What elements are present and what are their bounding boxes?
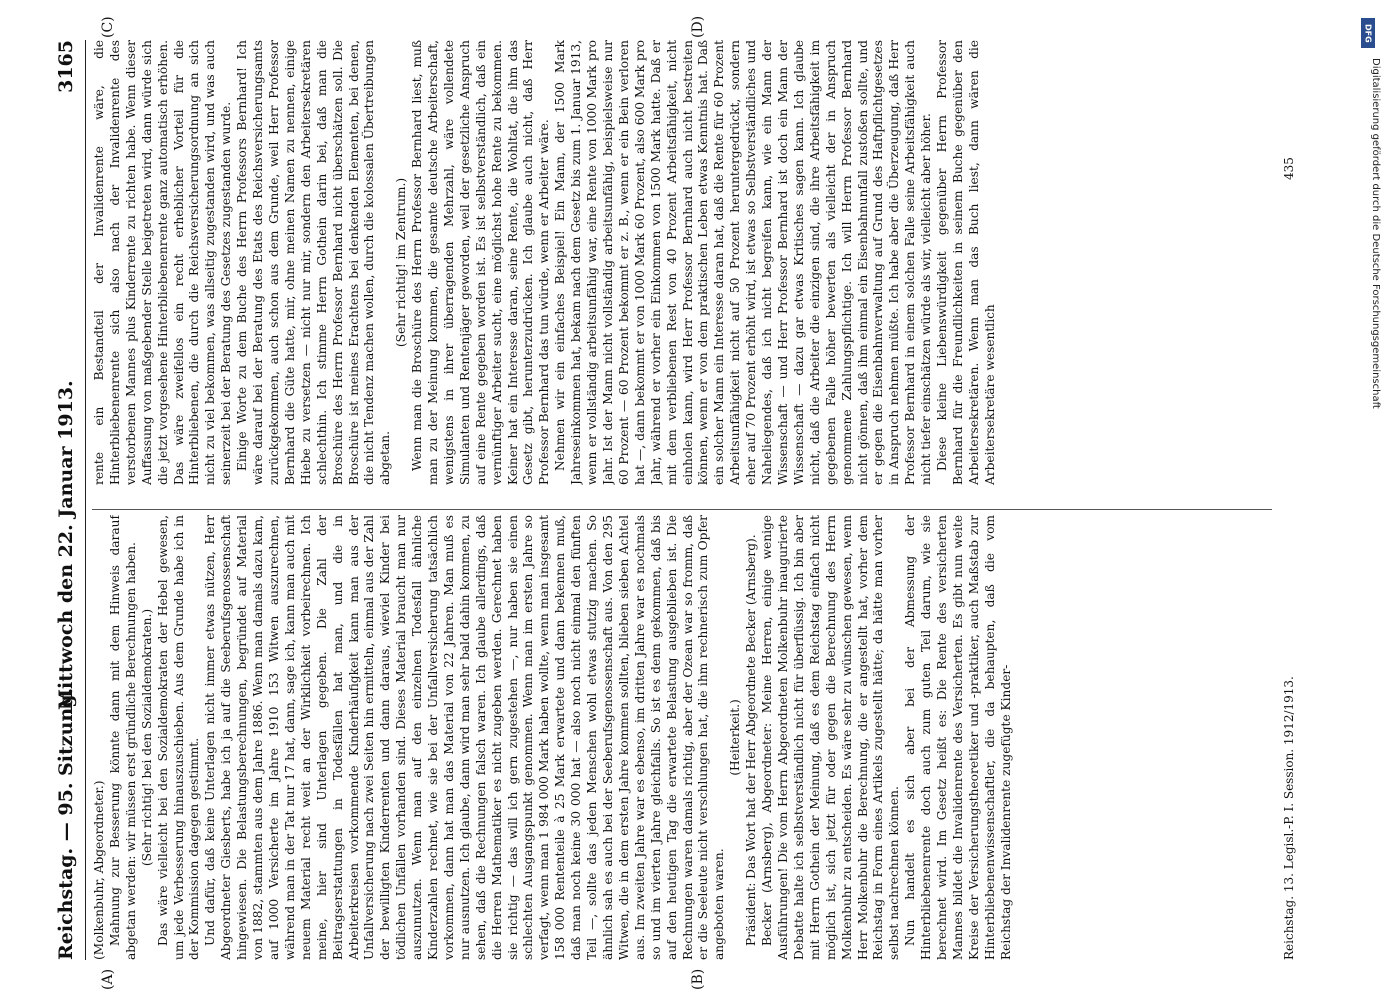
margin-mark-a: (A) [100, 968, 116, 990]
right-column [92, 40, 1272, 485]
digitization-note: Digitalisierung gefördert durch die Deutsche Forschungsgemeinschaft [1370, 58, 1381, 409]
left-column [92, 515, 1272, 960]
margin-mark-d: (D) [690, 15, 706, 38]
paragraph: Becker (Arnsberg), Abgeordneter: Meine Herren, einige wenige Ausführungen! Die vom Herrn Abgeordneten Molkenbuhr inaugurierte Debatte halte ich selbstverständlich nicht für überflüssig. Ich bin aber mit Herrn Gothein der Meinung, daß es dem Reichstag einfach nicht möglich ist, sich jetzt für oder gegen die Berechnung des Herrn Molkenbuhr zu entscheiden. Es wäre sehr zu wünschen gewesen, wenn Herr Molkenbuhr die Berechnung, die er angestellt hat, vorher dem Reichstag in Form eines Artikels zugestellt hätte; da hätte man vorher selbst nachrechnen können. [760, 515, 902, 960]
page-number: 3165 [55, 40, 77, 93]
paragraph: Nun handelt es sich aber bei der Abmessung der Hinterbliebenenrente doch auch zum guten Teil darum, wie sie berechnet wird. Im Gesetz heißt es: Die Rente des versicherten Mannes bildet die Invalidenrente des Versicherten. Es gibt nun weite Kreise der Versicherungstheoretiker und -praktiker, auch Maßstab zur Hinterbliebenenwissenschaftler, die da behaupten, daß die vom Reichstag der Invalidenrente zugefügte Kinder- [903, 515, 1013, 960]
digitization-strip [1359, 10, 1379, 1000]
header-title: Reichstag. — 95. Sitzung. [55, 687, 77, 960]
paragraph: Nehmen wir ein einfaches Beispiel! Ein Mann, der 1500 Mark Jahreseinkommen hat, bekam nach dem Gesetz bis zum 1. Januar 1913, wenn er vollständig arbeitsunfähig war, eine Rente von 1000 Mark pro Jahr. Ist der Mann nicht vollständig arbeitsunfähig, beispielsweise nur 60 Prozent — 60 Prozent bekommt er z. B., wenn er ein Bein verloren hat —, dann bekommt er von 1000 Mark 60 Prozent, also 600 Mark pro Jahr, während er vorher ein Einkommen von 1500 Mark hatte. Daß er mit dem verbliebenen Rest von 40 Prozent Arbeitsfähigkeit, nicht einholen kann, wird Herr Professor Bernhard auch nicht bestreiten können, wenn er von dem praktischen Leben etwas Kenntnis hat. Daß ein solcher Mann ein Interesse daran hat, daß die Rente für 60 Prozent Arbeitsunfähigkeit nicht auf 50 Prozent heruntergedrückt, sondern eher auf 70 Prozent erhöht wird, ist etwas so Selbstverständliches und Naheliegendes, daß ich nicht begreifen kann, wie ein Mann der Wissenschaft — und Herr Professor Bernhard ist doch ein Mann der Wissenschaft — dazu gar etwas Kritisches sagen kann. Ich glaube nicht, daß die Arbeiter die einzigen sind, die ihre Arbeitsfähigkeit im gegebenen Falle höher bewerten als vielleicht der in Anspruch genommene Zahlungspflichtige. Ich will Herrn Professor Bernhard nicht gönnen, daß ihm einmal ein Eisenbahnunfall zustoßen sollte, und er gegen die Eisenbahnverwaltung auf Grund des Haftpflichtgesetzes in Anspruch nehmen müßte. Ich habe aber die Überzeugung, daß Herr Professor Bernhard in einem solchen Falle seine Arbeitsfähigkeit auch nicht tiefer einschätzen würde als wir, vielleicht aber höher. [553, 40, 934, 485]
interjection: (Heiterkeit.) [728, 699, 743, 776]
footer-sheet-number: 435 [1282, 157, 1296, 180]
paragraph: Einige Worte zu dem Buche des Herrn Professors Bernhard! Ich wäre darauf bei der Beratung des Etats des Reichsversicherungsamts zurückgekommen, auch schon aus dem Grunde, weil Herr Professor Bernhard die Güte hatte, mir, ohne meinen Namen zu nennen, einige Hiebe zu versetzen — nicht nur mir, sondern den Arbeitersekretären schlechthin. Ich stimme Herrn Gothein darin bei, daß man die Broschüre des Herrn Professor Bernhard nicht überschätzen soll. Die Broschüre ist meines Erachtens bei denkenden Elementen, bei denen, die nicht Tendenz machen wollen, durch die kolossalen Übertreibungen abgetan. [235, 40, 393, 485]
paragraph: Das wäre vielleicht bei den Sozialdemokraten der Hebel gewesen, um jede Verbesserung hinauszuschieben. Aus dem Grunde habe ich in der Kommission dagegen gestimmt. [155, 515, 202, 960]
interjection: (Sehr richtig! bei den Sozialdemokraten.) [139, 608, 154, 867]
dfg-logo: DFG [1361, 18, 1375, 48]
paragraph: Präsident: Das Wort hat der Herr Abgeordnete Becker (Arnsberg). [744, 534, 759, 946]
paragraph: Diese kleine Liebenswürdigkeit gegenüber Herrn Professor Bernhard für die Freundlichkeiten in seinem Buche gegenüber den Arbeitersekretären. Wenn man das Buch liest, dann wären die Arbeitersekretäre wesentlich [935, 40, 997, 485]
paragraph: Und dafür, daß keine Unterlagen nicht immer etwas nützen, Herr Abgeordneter Giesberts, habe ich ja auf die Seeberufsgenossenschaft hingewiesen. Die Belastungsberechnungen, begründet auf Material von 1882, stammten aus dem Jahre 1886. Wenn man damals dazu kam, auf 1000 Versicherte im Jahre 1910 153 Witwen auszurechnen, während man in der Tat nur 17 hat, dann, sage ich, kann man auch mit neuem Material recht weit an der Wirklichkeit vorbeirechnen. Ich meine, hier sind Unterlagen gegeben. Die Zahl der Beitragserstattungen in Todesfällen hat man, und die in Arbeiterkreisen vorkommende Kinderhäufigkeit kann man aus der Unfallversicherung nach zwei Seiten hin ermitteln, einmal aus der Zahl der bewilligten Kinderrenten und dann daraus, wieviel Kinder bei tödlichen Unfällen vorhanden sind. Dieses Material braucht man nur auszunutzen. Wenn man auf den einzelnen Todesfall ähnliche Kinderzahlen rechnet, wie sie bei der Unfallversicherung tatsächlich vorkommen, dann hat man das Material von 22 Jahren. Man muß es nur ausnutzen. Ich glaube, dann wird man sehr bald dahin kommen, zu sehen, daß die Rechnungen falsch waren. Ich glaube allerdings, daß die Herren Mathematiker es nicht zugeben werden. Gerechnet haben sie richtig — das will ich gern zugestehen —, nur haben sie einen schlechten Ausgangspunkt genommen. Wenn man im ersten Jahre so verfagt, wenn man 1 984 000 Mark haben wollte, wenn man insgesamt 158 000 Rententeile à 25 Mark erwartete und dann bekennen muß, daß man noch keine 30 000 hat — also noch nicht einmal den fünften Teil —, sollte das jeden Menschen wohl etwas stutzig machen. So ähnlich sah es auch bei der Seeberufsgenossenschaft aus. Von den 295 Witwen, die in dem ersten Jahre kommen sollten, blieben sieben Achtel aus. Im zweiten Jahre war es ebenso, im dritten Jahre war es nochmals so und im vierten Jahre gleichfalls. So ist es denn gekommen, daß bis auf den heutigen Tag die erwartete Belastung ausgeblieben ist. Die Rechnungen waren damals richtig, aber der Ozean war so fromm, daß er die Seeleute nicht verschlungen hat, die ihm rechnerisch zum Opfer angeboten waren. [203, 515, 727, 960]
header-date: Mittwoch den 22. Januar 1913. [55, 380, 77, 710]
interjection: (Sehr richtig! im Zentrum.) [394, 177, 409, 348]
paragraph: rente ein Bestandteil der Invalidenrente wäre, die Hinterbliebenenrente sich also nach der Invalidenrente des verstorbenen Mannes plus Kinderrente zu richten habe. Wenn dieser Auffassung von maßgebender Stelle beigetreten wird, dann würde sich die jetzt vorgesehene Hinterbliebenenrente ganz automatisch erhöhen. Das wäre zweifellos ein recht erheblicher Vorteil für die Hinterbliebenen, die durch die Reichsversicherungsordnung an sich nicht zu viel bekommen, was allseitig zugestanden wird, und was auch seinerzeit bei der Beratung des Gesetzes zugestanden wurde. [92, 40, 234, 485]
page-header [55, 40, 86, 960]
footer-session: Reichstag. 13. Legisl.-P. I. Session. 1912/1913. [1282, 676, 1296, 960]
column-divider [92, 509, 1272, 510]
margin-mark-b: (B) [690, 968, 706, 990]
paragraph: Wenn man die Broschüre des Herrn Professor Bernhard liest, muß man zu der Meinung kommen, die gesamte deutsche Arbeiterschaft, wenigstens in ihrer überragenden Mehrzahl, wäre vollendete Simulanten und Rentenjäger geworden, weil der gesetzliche Anspruch auf eine Rente gegeben worden ist. Es ist selbstverständlich, daß ein vernünftiger Arbeiter sucht, eine möglichst hohe Rente zu bekommen. Keiner hat ein Interesse daran, seine Rente, die Wohltat, die ihm das Gesetz gibt, herunterzudrücken. Ich glaube auch nicht, daß Herr Professor Bernhard das tun würde, wenn er Arbeiter wäre. [410, 40, 552, 485]
margin-mark-c: (C) [100, 16, 116, 38]
speaker-reference: (Molkenbuhr, Abgeordneter.) [92, 780, 106, 960]
paragraph: Mahnung zur Besserung könnte dann mit dem Hinweis darauf abgetan werden: wir müssen erst gründliche Berechnungen haben. [107, 515, 138, 960]
